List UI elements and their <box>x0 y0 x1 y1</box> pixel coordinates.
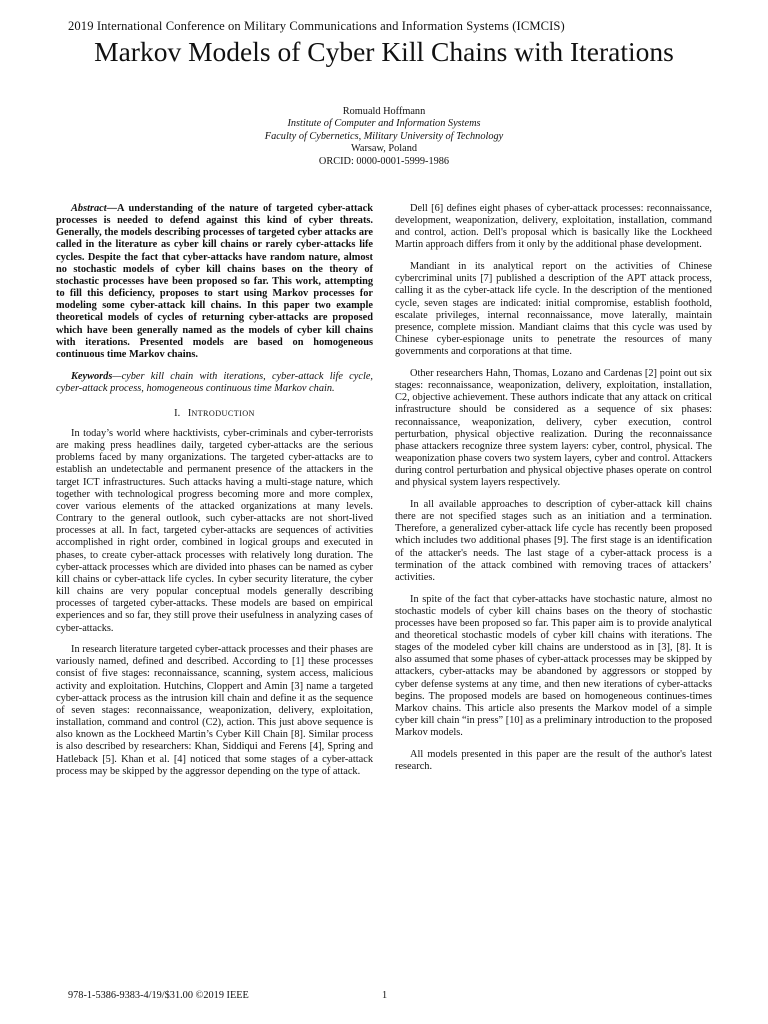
paragraph: Mandiant in its analytical report on the activities of Chinese cybercriminal units [7] published a description of the APT attack process, calling it as the cyber-attack life cycle. In the description of the mentioned cycle, seven stages are indicated: initial compromise, establish foothold, escalate privileges, internal reconnaissance, move laterally, maintain presence, complete mission. Mandiant claims that this cycle was used by Chinese cyber-espionage units to penetrate the resources of many governments and corporations at that time. <box>395 261 712 358</box>
paragraph: In today’s world where hacktivists, cyber-criminals and cyber-terrorists are making press headlines daily, targeted cyber-attacks are the serious problems faced by many organizations. The targeted cyber-attacks are to establish an undetectable and permanent presence of the attackers in the target ICT infrastructures. Such attacks having a multi-stage nature, which together with technological progress becoming more and more complex, cover various elements of the attacked organizations at many levels. Contrary to the general outlook, such cyber-attacks are not short-lived processes at all. In fact, targeted cyber-attacks are sequences of activities accomplished in right order, combined in logical groups and executed in phases, to create cyber-attack processes with relatively long duration. The cyber-attack processes which are divided into phases can be named as cyber kill chains or cyber-attack life cycles. In cyber security literature, the cyber kill chains are very popular conceptual models generally describing processes of targeted cyber-attacks. These models are based on empirical experiences and so far, they still prove their usefulness in analyzing cases of cyber-attacks. <box>56 428 373 634</box>
abstract-lead: Abstract <box>71 203 107 214</box>
left-column <box>56 203 373 787</box>
conference-name: 2019 International Conference on Military Communications and Information Systems (ICMCIS) <box>68 19 565 33</box>
page-number: 1 <box>382 990 388 1001</box>
section-heading-introduction <box>56 408 373 420</box>
paper-title: Markov Models of Cyber Kill Chains with Iterations <box>94 36 674 67</box>
section-title-rest: NTRODUCTION <box>191 408 255 418</box>
author-faculty: Faculty of Cybernetics, Military University of Technology <box>264 130 504 142</box>
author-orcid: ORCID: 0000-0001-5999-1986 <box>318 155 450 167</box>
author-city: Warsaw, Poland <box>351 143 417 155</box>
abstract-text: —A understanding of the nature of targeted cyber-attack processes is needed to defend against this kind of cyber threats. Generally, the models describing processes of targeted cyber attacks are called in the literature as cyber kill chains or rarely cyber-attacks life cycles. Despite the fact that cyber-attacks have random nature, almost no stochastic models of cyber kill chains bases on the theory of stochastic processes have been proposed so far. This work, attempting to fill this deficiency, proposes to start using Markov processes for modeling some cyber-attack kill chains. In this paper two example theoretical models of cycles of returning cyber-attacks are proposed which have been generally named as the models of cyber kill chains with iterations. Presented models are based on homogeneous continuous time Markov chains. <box>56 203 373 360</box>
author-institute: Institute of Computer and Information Systems <box>287 118 481 130</box>
paragraph: Dell [6] defines eight phases of cyber-attack processes: reconnaissance, development, weaponization, delivery, exploitation, installation, command and control, action. Dell's proposal which is basically like the Lockheed Martin approach differs from it only by the additional phase development. <box>395 203 712 251</box>
paragraph: All models presented in this paper are the result of the author's latest research. <box>395 748 712 773</box>
right-column <box>395 203 712 783</box>
keywords <box>56 371 373 395</box>
author-name: Romuald Hoffmann <box>342 106 426 117</box>
paragraph: Other researchers Hahn, Thomas, Lozano and Cardenas [2] point out six stages: reconnaissance, weaponization, delivery, exploitation, installation, C2, objective achievement. These authors indicate that any attack on critical infrastructure should be considered as a sequence of six phases: reconnaissance, weaponization, delivery, cyber execution, control perturbation, physical objective realization. During the reconnaissance phase attackers recognize three system layers: cyber, control, physical. The weaponization phase covers two system layers, cyber and control. Attackers during control perturbation and physical objective phases operate on control and physical system layers respectively. <box>395 367 712 489</box>
paragraph: In all available approaches to description of cyber-attack kill chains there are not specified stages such as an initiation and a termination. Therefore, a generalized cyber-attack life cycle has recently been proposed which includes two additional phases [9]. The first stage is an identification of the attacker's needs. The last stage of a cyber-attack process is a termination of the attack combined with removing traces of attackers’ activities. <box>395 498 712 583</box>
keywords-lead: Keywords <box>71 370 113 382</box>
paragraph: In spite of the fact that cyber-attacks have stochastic nature, almost no stochastic models of cyber kill chains bases on the theory of stochastic processes have been proposed so far. This paper aim is to provide analytical and theoretical stochastic models of cyber kill chains with iterations. The stages of the modeled cyber kill chains are understood as in [3], [8]. It is also assumed that some phases of cyber-attack processes may be skipped by attackers, cyber-attacks may be abandoned by aggressors or stopped by cyber defense systems at any time, and then new iterations of cyber-attacks begins. The proposed models are based on homogeneous continues-times Markov chains. This article also presents the Markov model of a simple cyber kill chain “in press” [10] as a preliminary introduction to the proposed Markov models. <box>395 593 712 739</box>
section-number: I. <box>174 407 181 419</box>
footer-isbn: 978-1-5386-9383-4/19/$31.00 ©2019 IEEE <box>68 990 249 1001</box>
section-title-first-letter: I <box>187 407 192 419</box>
paragraph: In research literature targeted cyber-attack processes and their phases are variously named, defined and described. According to [1] these processes consist of five stages: reconnaissance, scanning, system access, malicious activity and exploitation. Hutchins, Cloppert and Amin [3] name a targeted cyber-attack process as the intrusion kill chain and define it as the sequence of seven stages: reconnaissance, weaponization, delivery, exploitation, installation, command and control (C2), action. This just above sequence is also known as the Lockheed Martin’s Cyber Kill Chain [8]. Similar process is also described by researchers: Khan, Siddiqui and Ferens [4], Spring and Hatleback [5]. Khan et al. [4] noticed that some stages of a cyber-attack process may be skipped by the aggressor depending on the type of attack. <box>56 644 373 777</box>
author-block <box>0 106 768 168</box>
keywords-text: —cyber kill chain with iterations, cyber-attack life cycle, cyber-attack process, homogeneous continuous time Markov chain. <box>56 370 373 394</box>
abstract <box>56 203 373 361</box>
